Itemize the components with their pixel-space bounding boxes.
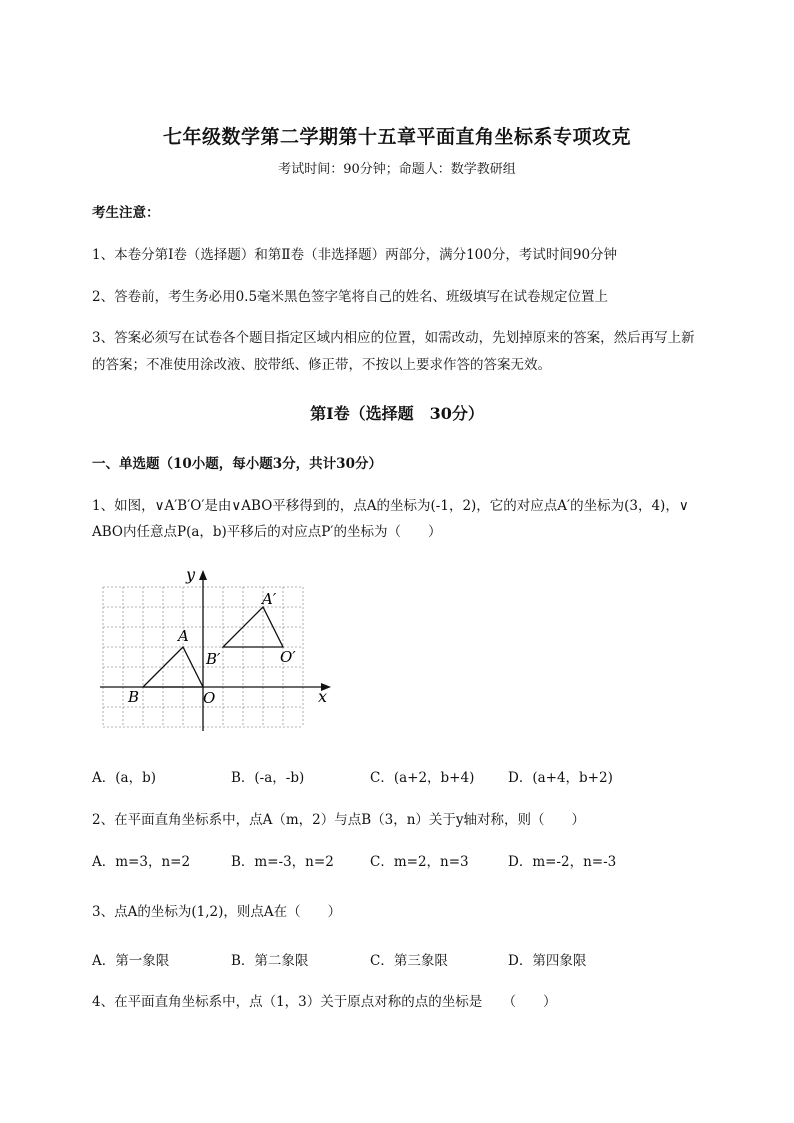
- page-title: 七年级数学第二学期第十五章平面直角坐标系专项攻克: [162, 126, 631, 148]
- q3-option-c[interactable]: C．第三象限: [370, 953, 448, 969]
- question-3: 3、点A的坐标为(1,2)，则点A在（ ）: [92, 904, 342, 920]
- note-item: 3、答案必须写在试卷各个题目指定区域内相应的位置，如需改动，先划掉原来的答案，然后再写上新: [92, 330, 695, 346]
- note-item: 1、本卷分第I卷（选择题）和第Ⅱ卷（非选择题）两部分，满分100分，考试时间90分钟: [92, 247, 618, 263]
- note-item: 2、答卷前，考生务必用0.5毫米黑色签字笔将自己的姓名、班级填写在试卷规定位置上: [92, 289, 609, 305]
- q2-option-d[interactable]: D．m=-2，n=-3: [508, 854, 617, 870]
- question-1-line-1: 1、如图，∨A′B′O′是由∨ABO平移得到的，点A的坐标为(-1，2)，它的对应点A′的坐标为(3，4)，∨: [92, 498, 689, 514]
- q1-option-a[interactable]: A．(a，b): [92, 770, 156, 786]
- q1-option-b[interactable]: B．(-a，-b): [231, 770, 305, 786]
- q2-option-b[interactable]: B．m=-3，n=2: [231, 854, 334, 870]
- q2-option-a[interactable]: A．m=3，n=2: [92, 854, 191, 870]
- note-item: 的答案；不准使用涂改液、胶带纸、修正带，不按以上要求作答的答案无效。: [92, 357, 551, 373]
- coordinate-figure: [98, 566, 338, 736]
- part-heading: 一、单选题（10小题，每小题3分，共计30分）: [92, 456, 382, 472]
- question-4: 4、在平面直角坐标系中，点（1，3）关于原点对称的点的坐标是 （ ）: [92, 994, 557, 1010]
- label-o-prime: O′: [280, 648, 296, 666]
- section-title: 第I卷（选择题 30分）: [310, 404, 484, 423]
- y-axis-label: y: [186, 566, 196, 584]
- label-b-prime: B′: [206, 650, 221, 668]
- x-axis-label: x: [318, 687, 328, 706]
- q3-option-d[interactable]: D．第四象限: [508, 953, 587, 969]
- label-o: O: [203, 689, 216, 707]
- label-a: A: [178, 627, 189, 645]
- notes-heading: 考生注意：: [92, 205, 160, 221]
- question-2: 2、在平面直角坐标系中，点A（m，2）与点B（3，n）关于y轴对称，则（ ）: [92, 812, 586, 828]
- q3-option-b[interactable]: B．第二象限: [231, 953, 309, 969]
- question-1-line-2: ABO内任意点P(a，b)平移后的对应点P′的坐标为（ ）: [92, 524, 442, 540]
- q1-option-d[interactable]: D．(a+4，b+2): [508, 770, 613, 786]
- label-b: B: [128, 688, 140, 706]
- q3-option-a[interactable]: A．第一象限: [92, 953, 170, 969]
- label-a-prime: A′: [262, 590, 277, 608]
- q1-option-c[interactable]: C．(a+2，b+4): [370, 770, 475, 786]
- q2-option-c[interactable]: C．m=2，n=3: [370, 854, 469, 870]
- y-axis-arrow: [199, 570, 207, 580]
- exam-info: 考试时间：90分钟；命题人：数学教研组: [278, 162, 516, 177]
